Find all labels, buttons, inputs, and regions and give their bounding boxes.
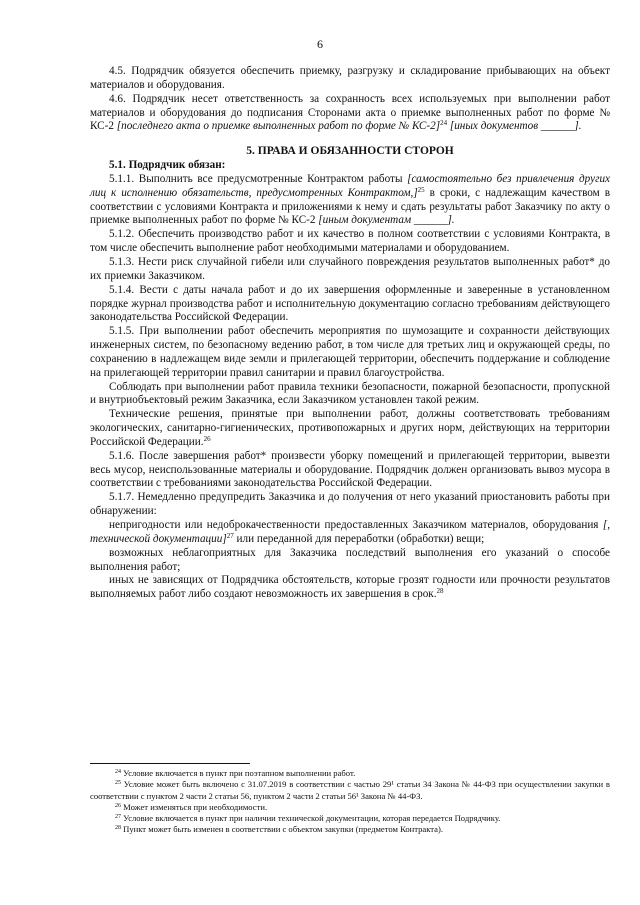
clause-5-1: 5.1. Подрядчик обязан: [109,159,226,172]
footnotes [90,768,610,836]
footnote-ref-28: 28 [436,587,444,596]
footnote: $^{24}$ Условие включается в пункт при поэтапном выполнении работ. [115,768,356,778]
section-heading: 5. ПРАВА И ОБЯЗАННОСТИ СТОРОН [246,145,454,158]
footnote: $^{26}$ Может изменяться при необходимости. [115,801,268,812]
clause-4-6: 4.6. Подрядчик несет ответственность за сохранность всех используемых при выполнении работ материалов и оборудования до подписания Сторонами акта о приемке выполненных работ по форме № КС-2 [последнего акта о приемке выполненных работ по форме № КС-2]$^{24}$ [иных документов ______]. [90,92,610,133]
footnote: $^{28}$ Пункт может быть изменен в соответствии с объектом закупки (предметом Контракта). [115,824,443,835]
clause-5-1-7: 5.1.7. Немедленно предупредить Заказчика и до получения от него указаний приостановить работы при обнаружении: [90,491,610,518]
other-circumstances-item: иных не зависящих от Подрядчика обстоятельств, которые грозят годности или прочности результатов выполняемых работ либо создают невозможность их завершения в срок.$^{28}$ [90,574,610,601]
footnote-separator [90,763,250,764]
clause-4-5: 4.5. Подрядчик обязуется обеспечить приемку, разгрузку и складирование прибывающих на объект материалов и оборудования. [90,65,610,91]
footnote: $^{25}$ Условие может быть включено с 31.07.2019 в соответствии с частью 29¹ статьи 34 Закона № 44-ФЗ при осуществлении закупки в соответствии с пунктом 2 части 2 статьи 56, пунктом 2 части 2 статьи 56¹ Закона № 44-ФЗ. [90,779,610,801]
footnote-ref-25: 25 [417,185,425,194]
footnote-ref-26: 26 [203,434,211,443]
document-body [90,65,610,602]
footnote-ref-24: 24 [440,119,448,128]
safety-paragraph: Соблюдать при выполнении работ правила техники безопасности, пожарной безопасности, пропускной и внутриобъектовый режим Заказчика, если Заказчиком установлен такой режим. [90,380,610,407]
technical-solutions-paragraph: Технические решения, принятые при выполнении работ, должны соответствовать требованиям экологических, санитарно-гигиенических, противопожарных и других норм, действующих на территории Российской Федерации.$^{26}$ [90,408,610,448]
clause-5-1-1: 5.1.1. Выполнить все предусмотренные Контрактом работы [самостоятельно без привлечения других лиц к исполнению обязательств, предусмотренных Контрактом,]$^{25}$ в сроки, с надлежащим качеством в соответствии с условиями Контракта и приложениями к нему и сдать результаты работ Заказчику по акту о приемке выполненных работ по форме № КС-2 [иным документам ______]. [90,172,611,227]
clause-5-1-4: 5.1.4. Вести с даты начала работ и до их завершения оформленные и заверенные в установленном порядке журнал производства работ и исполнительную документацию согласно требованиям действующего законодательства Российской Федерации. [90,283,610,324]
clause-5-1-6: 5.1.6. После завершения работ* произвести уборку помещений и прилегающей территории, вывезти весь мусор, неиспользованные материалы и оборудование. Подрядчик должен организовать вывоз мусора в соответствии с требованиями законодательства Российской Федерации. [90,449,610,490]
clause-5-1-5: 5.1.5. При выполнении работ обеспечить мероприятия по шумозащите и сохранности действующих инженерных систем, по безопасному ведению работ, в том числе для третьих лиц и окружающей среды, по сохранению в надлежащем виде земли и прилегающей территории, обеспечить поддержание и соблюдение на прилегающей территории правил санитарии и правил благоустройства. [90,325,610,379]
footnote-ref-27: 27 [226,531,234,540]
unfit-materials-item: непригодности или недоброкачественности предоставленных Заказчиком материалов, оборудования [, технической документации]$^{27}$ или переданной для переработки (обработки) вещи; [90,519,610,545]
clause-5-1-3: 5.1.3. Нести риск случайной гибели или случайного повреждения результатов выполненных работ* до их приемки Заказчиком. [90,255,610,282]
page-number: 6 [317,37,323,51]
adverse-consequences-item: возможных неблагоприятных для Заказчика последствий выполнения его указаний о способе выполнения работ; [90,546,610,573]
footnote: $^{27}$ Условие включается в пункт при наличии технической документации, которая передается Подрядчику. [115,813,501,824]
clause-5-1-2: 5.1.2. Обеспечить производство работ и их качество в полном соответствии с условиями Контракта, в том числе обеспечить выполнение работ необходимыми материалами и оборудованием. [90,228,610,255]
